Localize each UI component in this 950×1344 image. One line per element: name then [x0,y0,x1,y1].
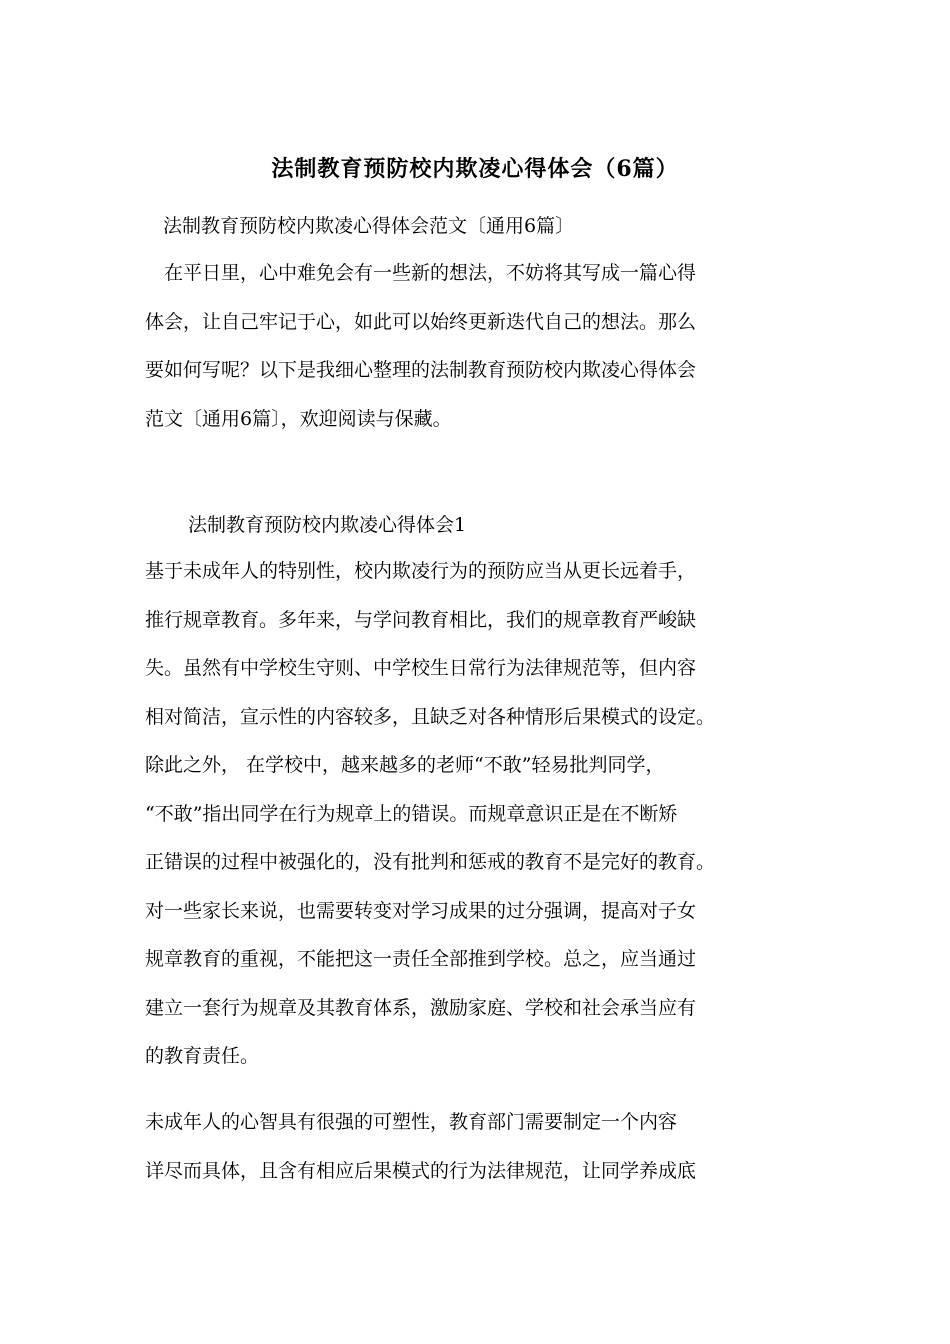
paragraph-line: 正错误的过程中被强化的，没有批判和惩戒的教育不是完好的教育。 [145,851,716,873]
paragraph-line: 详尽而具体，且含有相应后果模式的行为法律规范，让同学养成底 [145,1159,697,1182]
paragraph-line: 要如何写呢？以下是我细心整理的法制教育预防校内欺凌心得体会 [145,359,697,381]
paragraph-line: “不敢”指出同学在行为规章上的错误。而规章意识正是在不断矫 [145,802,678,825]
paragraph-line: 基于未成年人的特别性，校内欺凌行为的预防应当从更长远着手， [145,560,697,582]
paragraph-line: 建立一套行为规章及其教育体系，激励家庭、学校和社会承当应有 [145,996,697,1019]
paragraph-line: 相对简洁，宣示性的内容较多，且缺乏对各种情形后果模式的设定。 [145,705,716,728]
section-heading: 法制教育预防校内欺凌心得体会1 [188,514,467,536]
paragraph-line: 规章教育的重视，不能把这一责任全部推到学校。总之，应当通过 [145,948,697,970]
document-title: 法制教育预防校内欺凌心得体会（6篇） [271,156,679,182]
paragraph-line: 除此之外， 在学校中，越来越多的老师“不敢”轻易批判同学， [145,754,665,776]
intro-paragraph [145,249,815,443]
paragraph-line: 在平日里，心中难免会有一些新的想法，不妨将其写成一篇心得 [145,262,697,284]
body-paragraph-1 [145,547,815,1081]
body-paragraph-2 [145,1098,815,1195]
paragraph-line: 体会，让自己牢记于心，如此可以始终更新迭代自己的想法。那么 [145,310,697,333]
document-subtitle: 法制教育预防校内欺凌心得体会范文〔通用6篇〕 [163,215,575,237]
paragraph-line: 推行规章教育。多年来，与学问教育相比，我们的规章教育严峻缺 [145,608,697,631]
paragraph-line: 对一些家长来说，也需要转变对学习成果的过分强调，提高对子女 [145,899,697,922]
paragraph-line: 未成年人的心智具有很强的可塑性，教育部门需要制定一个内容 [145,1111,678,1133]
paragraph-line: 范文〔通用6篇〕，欢迎阅读与保藏。 [145,407,452,430]
paragraph-line: 的教育责任。 [145,1045,260,1067]
paragraph-line: 失。虽然有中学校生守则、中学校生日常行为法律规范等，但内容 [145,657,697,679]
